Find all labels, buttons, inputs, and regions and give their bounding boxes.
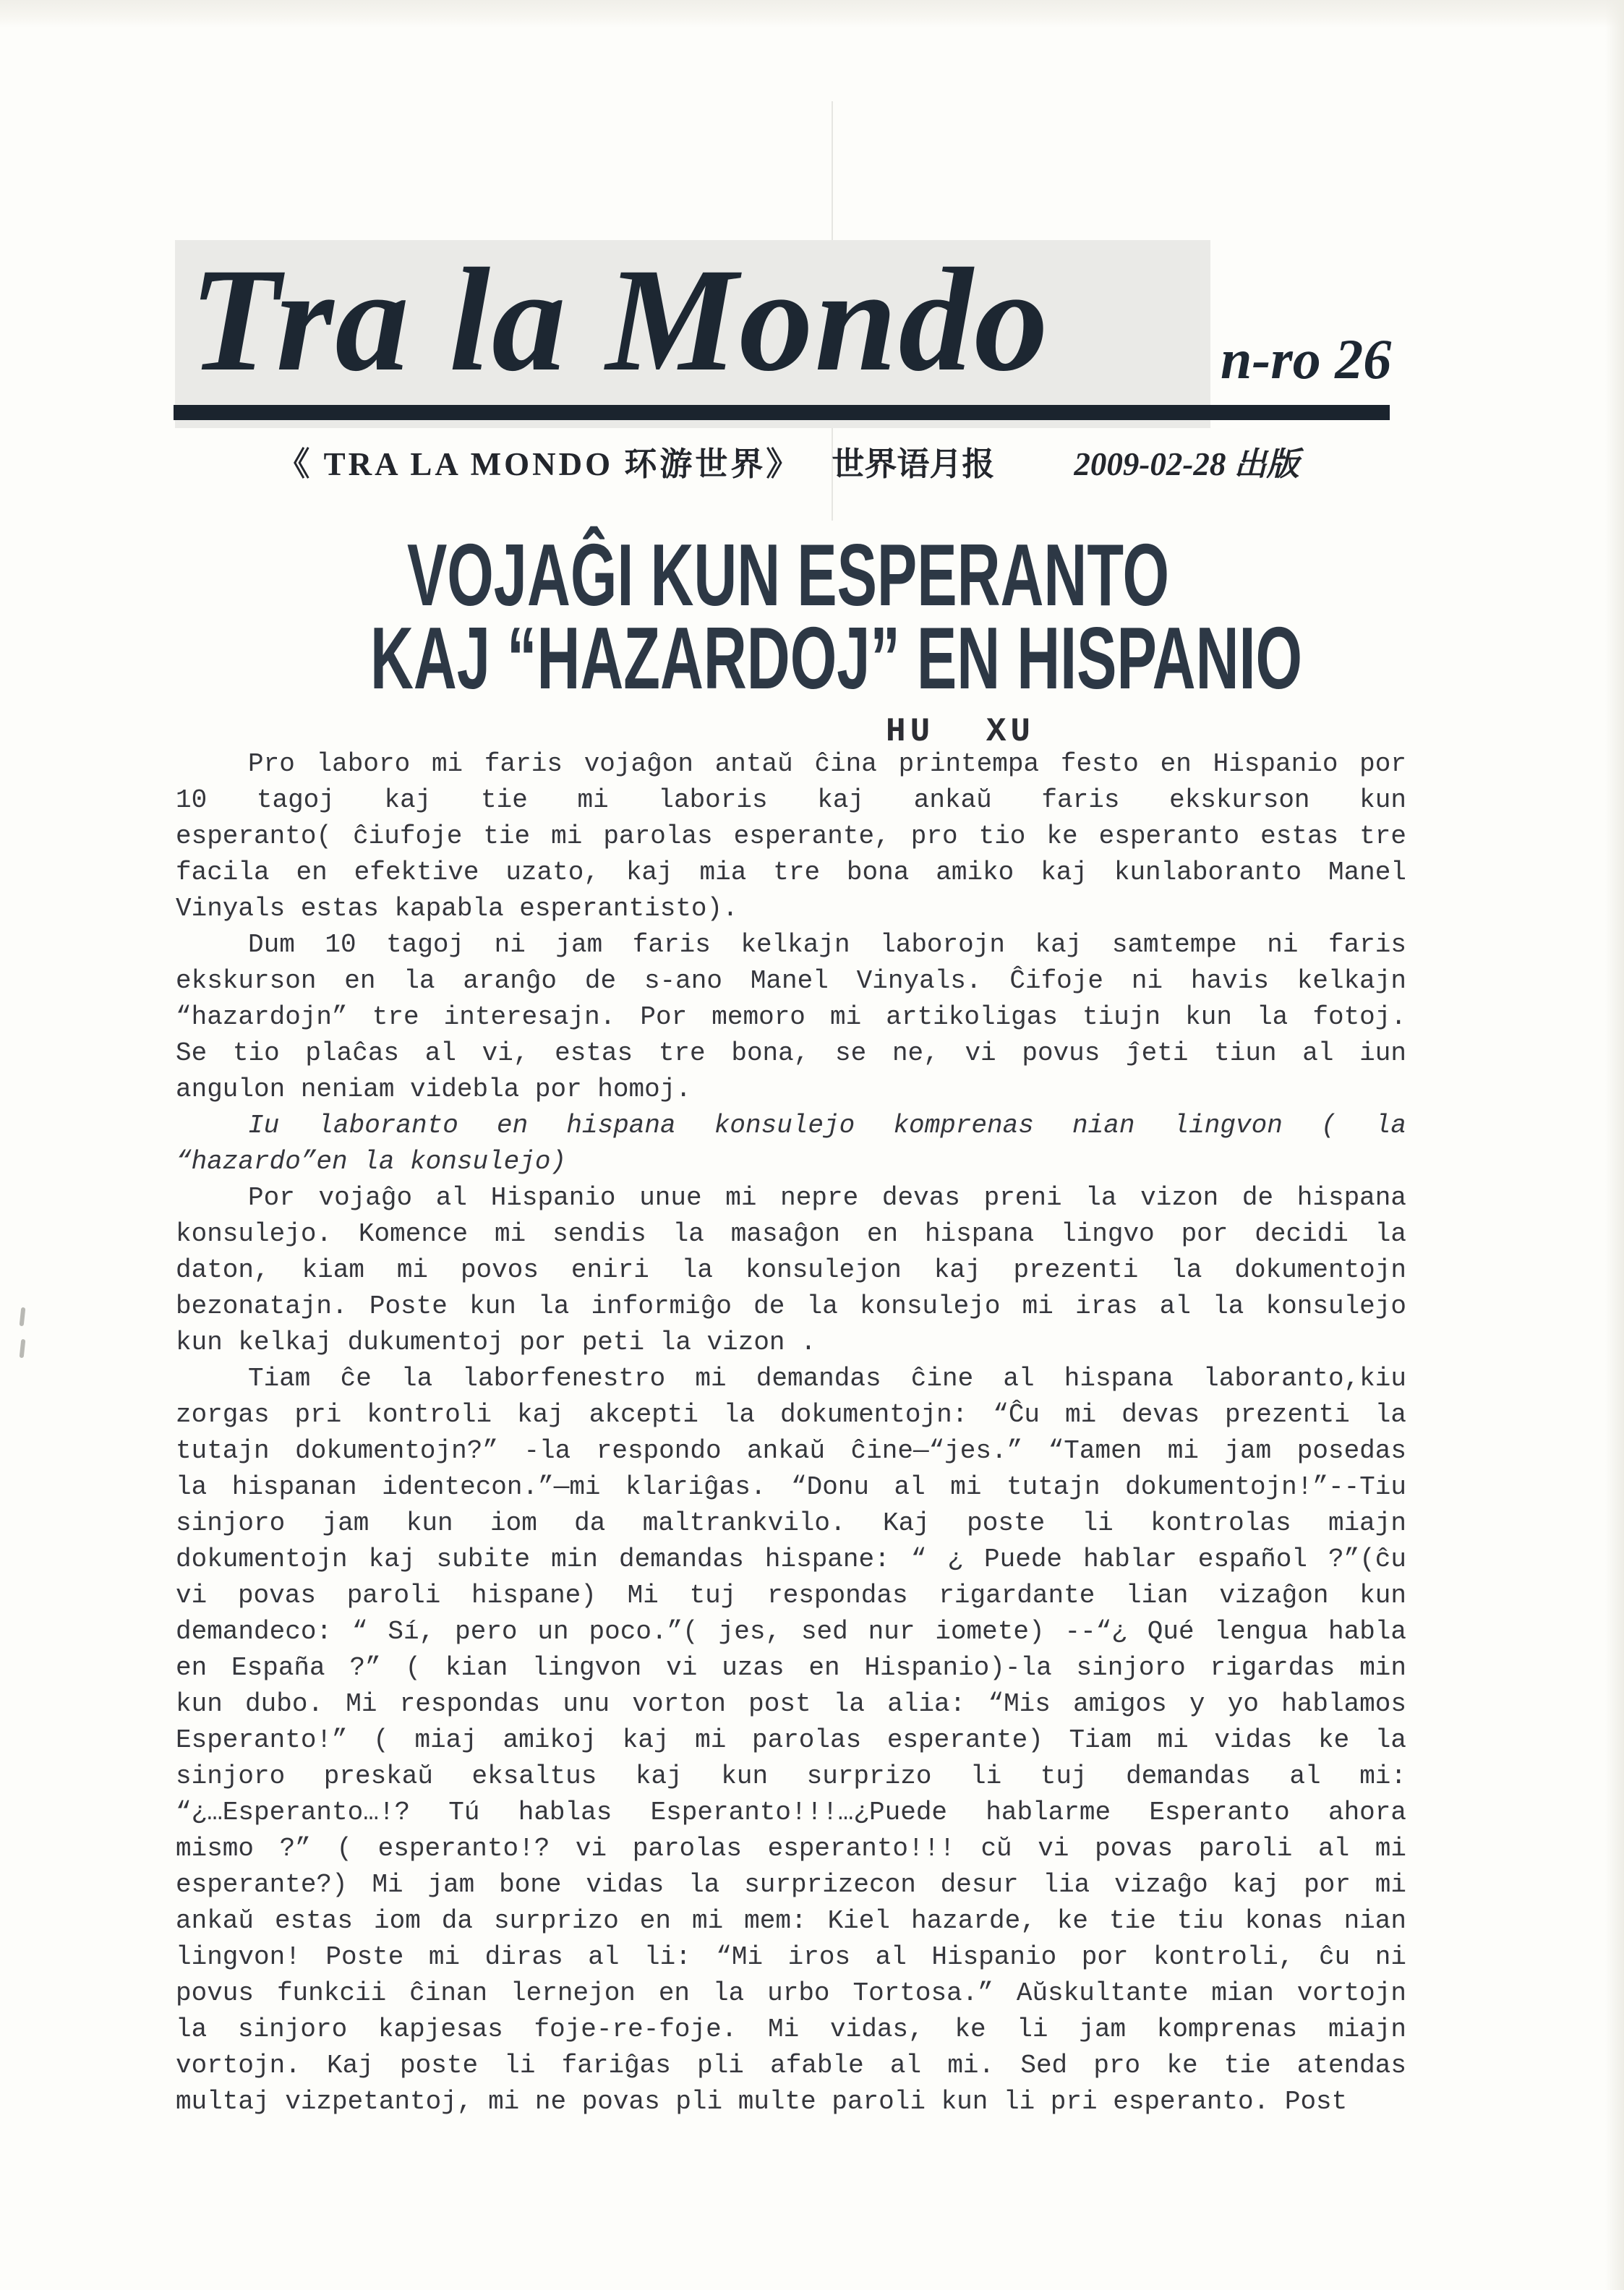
text-line: Dum 10 tagoj ni jam faris kelkajn laborojn kaj samtempe ni faris: [248, 930, 1406, 960]
author-byline: HU XU: [886, 713, 1035, 751]
text-line: ankaŭ estas iom da surprizo en mi mem: Kiel hazarde, ke tie tiu konas nian: [176, 1906, 1406, 1936]
text-line: bezonatajn. Poste kun la informiĝo de la konsulejo mi iras al la konsulejo: [176, 1291, 1406, 1321]
text-line: Se tio plaĉas al vi, estas tre bona, se ne, vi povus ĵeti tiun al iun: [176, 1038, 1406, 1068]
text-line: daton, kiam mi povos eniri la konsulejon kaj prezenti la dokumentojn: [176, 1255, 1406, 1285]
text-line: en España ?” ( kian lingvon vi uzas en Hispanio)-la sinjoro rigardas min: [176, 1653, 1406, 1683]
text-line: “¿…Esperanto…!? Tú hablas Esperanto!!!…¿Puede hablarme Esperanto ahora: [176, 1798, 1406, 1827]
text-line: vortojn. Kaj poste li fariĝas pli afable al mi. Sed pro ke tie atendas: [176, 2051, 1406, 2080]
text-line: sinjoro preskaŭ eksaltus kaj kun surprizo li tuj demandas al mi:: [176, 1761, 1406, 1791]
article-title-line2: KAJ “HAZARDOJ” EN HISPANIO: [370, 609, 1303, 707]
subtitle-name: 《 TRA LA MONDO 环游世界》: [277, 446, 802, 482]
text-line: kun dubo. Mi respondas unu vorton post la alia: “Mis amigos y yo hablamos: [176, 1689, 1406, 1719]
paragraph: [176, 1108, 1406, 1180]
text-line: tutajn dokumentojn?” -la respondo ankaŭ ĉine—“jes.” “Tamen mi jam posedas: [176, 1436, 1406, 1466]
text-line: facila en efektive uzato, kaj mia tre bona amiko kaj kunlaboranto Manel: [176, 858, 1406, 887]
text-line: multaj vizpetantoj, mi ne povas pli multe paroli kun li pri esperanto. Post: [176, 2087, 1348, 2116]
staple-mark: [20, 1339, 26, 1358]
text-line: demandeco: “ Sí, pero un poco.”( jes, sed nur iomete) --“¿ Qué lengua habla: [176, 1617, 1406, 1646]
text-line: esperante?) Mi jam bone vidas la surprizecon desur lia vizaĝo kaj por mi: [176, 1870, 1406, 1900]
text-line: la sinjoro kapjesas foje-re-foje. Mi vidas, ke li jam komprenas miajn: [176, 2015, 1406, 2044]
masthead-title: Tra la Mondo: [189, 238, 1050, 402]
text-line: esperanto( ĉiufoje tie mi parolas esperante, pro tio ke esperanto estas tre: [176, 821, 1406, 851]
paragraph: [176, 927, 1406, 1108]
text-line: “hazardojn” tre interesajn. Por memoro mi artikoligas tiujn kun la fotoj.: [176, 1002, 1406, 1032]
text-line: lingvon! Poste mi diras al li: “Mi iros al Hispanio por kontroli, ĉu ni: [176, 1942, 1406, 1972]
text-line: “hazardo”en la konsulejo): [176, 1147, 567, 1176]
text-line: povus funkcii ĉinan lernejon en la urbo Tortosa.” Aŭskultante mian vortojn: [176, 1978, 1406, 2008]
paragraph: [176, 1361, 1406, 2120]
masthead-divider-rule: [174, 405, 1390, 420]
issue-number: n-ro 26: [1221, 328, 1392, 390]
text-line: la hispanan identecon.”—mi klariĝas. “Donu al mi tutajn dokumentojn!”--Tiu: [176, 1472, 1406, 1502]
subtitle-monthly-label: 世界语月报: [832, 446, 995, 482]
text-line: vi povas paroli hispane) Mi tuj respondas rigardante lian vizaĝon kun: [176, 1581, 1406, 1610]
text-line: mismo ?” ( esperanto!? vi parolas esperanto!!! cŭ vi povas paroli al mi: [176, 1834, 1406, 1863]
article-body: [176, 746, 1406, 2120]
text-line: kun kelkaj dukumentoj por peti la vizon .: [176, 1328, 816, 1357]
text-line: zorgas pri kontroli kaj akcepti la dokumentojn: “Ĉu mi devas prezenti la: [176, 1400, 1406, 1430]
paragraph: [176, 746, 1406, 927]
text-line: ekskurson en la aranĝo de s-ano Manel Vinyals. Ĉifoje ni havis kelkajn: [176, 966, 1406, 996]
text-line: Por vojaĝo al Hispanio unue mi nepre devas preni la vizon de hispana: [248, 1183, 1406, 1213]
text-line: 10 tagoj kaj tie mi laboris kaj ankaŭ faris ekskurson kun: [176, 785, 1406, 815]
text-line: Esperanto!” ( miaj amikoj kaj mi parolas esperante) Tiam mi vidas ke la: [176, 1725, 1406, 1755]
masthead-subtitle: [174, 443, 1403, 486]
text-line: konsulejo. Komence mi sendis la masaĝon en hispana lingvo por decidi la: [176, 1219, 1406, 1249]
text-line: Vinyals estas kapabla esperantisto).: [176, 894, 738, 923]
subtitle-publish-date: 2009-02-28 出版: [1074, 446, 1299, 482]
text-line: Tiam ĉe la laborfenestro mi demandas ĉine al hispana laboranto,kiu: [248, 1364, 1406, 1393]
staple-mark: [20, 1307, 26, 1326]
text-line: dokumentojn kaj subite min demandas hispane: “ ¿ Puede hablar español ?”(ĉu: [176, 1545, 1406, 1574]
article-title-line1: VOJAĜI KUN ESPERANTO: [406, 526, 1170, 624]
paragraph: [176, 1180, 1406, 1361]
text-line: sinjoro jam kun iom da maltrankvilo. Kaj poste li kontrolas miajn: [176, 1508, 1406, 1538]
text-line: Iu laboranto en hispana konsulejo komprenas nian lingvon ( la: [248, 1111, 1406, 1140]
text-line: angulon neniam videbla por homoj.: [176, 1074, 691, 1104]
article-title: [174, 526, 1403, 707]
text-line: Pro laboro mi faris vojaĝon antaŭ ĉina printempa festo en Hispanio por: [248, 749, 1406, 779]
